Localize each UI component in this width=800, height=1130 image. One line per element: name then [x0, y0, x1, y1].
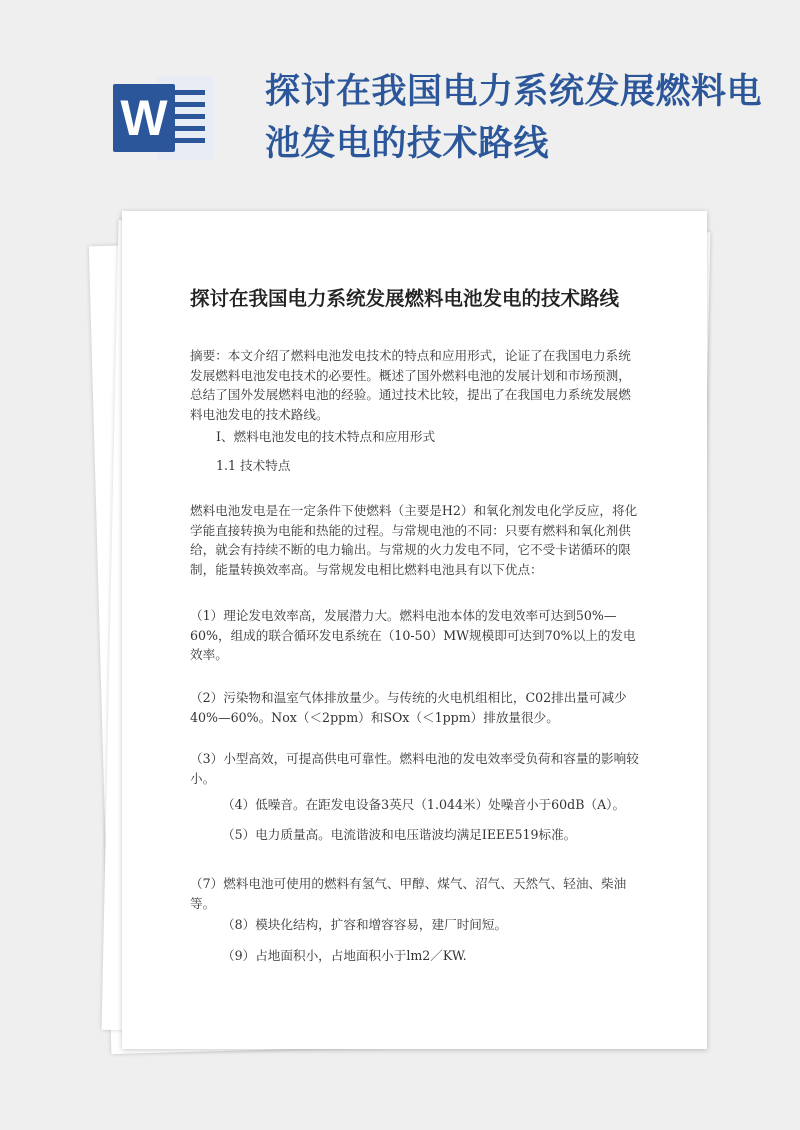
list-item: （9）占地面积小，占地面积小于lm2／KW. — [222, 948, 467, 963]
document-title: 探讨在我国电力系统发展燃料电池发电的技术路线 — [190, 287, 620, 310]
list-item: （8）模块化结构，扩容和增容容易，建厂时间短。 — [222, 917, 508, 932]
list-item: （3）小型高效，可提高供电可靠性。燃料电池的发电效率受负荷和容量的影响较小。 — [190, 751, 639, 786]
list-item: （5）电力质量高。电流谐波和电压谐波均满足IEEE519标准。 — [222, 827, 577, 842]
section-heading: I、燃料电池发电的技术特点和应用形式 — [216, 429, 436, 444]
subsection-heading: 1.1 技术特点 — [216, 458, 291, 473]
intro-paragraph: 燃料电池发电是在一定条件下使燃料（主要是H2）和氧化剂发电化学反应，将化学能直接转换为电能和热能的过程。与常规电池的不同：只要有燃料和氧化剂供给，就会有持续不断的电力输出。与常规的火力发电不同，它不受卡诺循环的限制，能量转换效率高。与常规发电相比燃料电池具有以下优点： — [190, 503, 638, 577]
abstract-paragraph: 摘要：本文介绍了燃料电池发电技术的特点和应用形式，论证了在我国电力系统发展燃料电池发电技术的必要性。概述了国外燃料电池的发展计划和市场预测，总结了国外发展燃料电池的经验。通过技术比较，提出了在我国电力系统发展燃料电池发电的技术路线。 — [190, 348, 631, 422]
word-document-icon — [113, 76, 213, 160]
list-item: （4）低噪音。在距发电设备3英尺（1.044米）处噪音小于60dB（A）。 — [222, 797, 626, 812]
document-page — [122, 211, 707, 1049]
list-item: （1）理论发电效率高，发展潜力大。燃料电池本体的发电效率可达到50%—60%，组成的联合循环发电系统在（10-50）MW规模即可达到70%以上的发电效率。 — [190, 608, 636, 662]
list-item: （2）污染物和温室气体排放量少。与传统的火电机组相比，C02排出量可减少40%—60%。Nox（＜2ppm）和SOx（＜1ppm）排放量很少。 — [190, 690, 627, 725]
header-title: 探讨在我国电力系统发展燃料电池发电的技术路线 — [265, 71, 763, 164]
list-item: （7）燃料电池可使用的燃料有氢气、甲醇、煤气、沼气、天然气、轻油、柴油等。 — [190, 876, 627, 911]
word-logo-letter: W — [113, 84, 175, 152]
